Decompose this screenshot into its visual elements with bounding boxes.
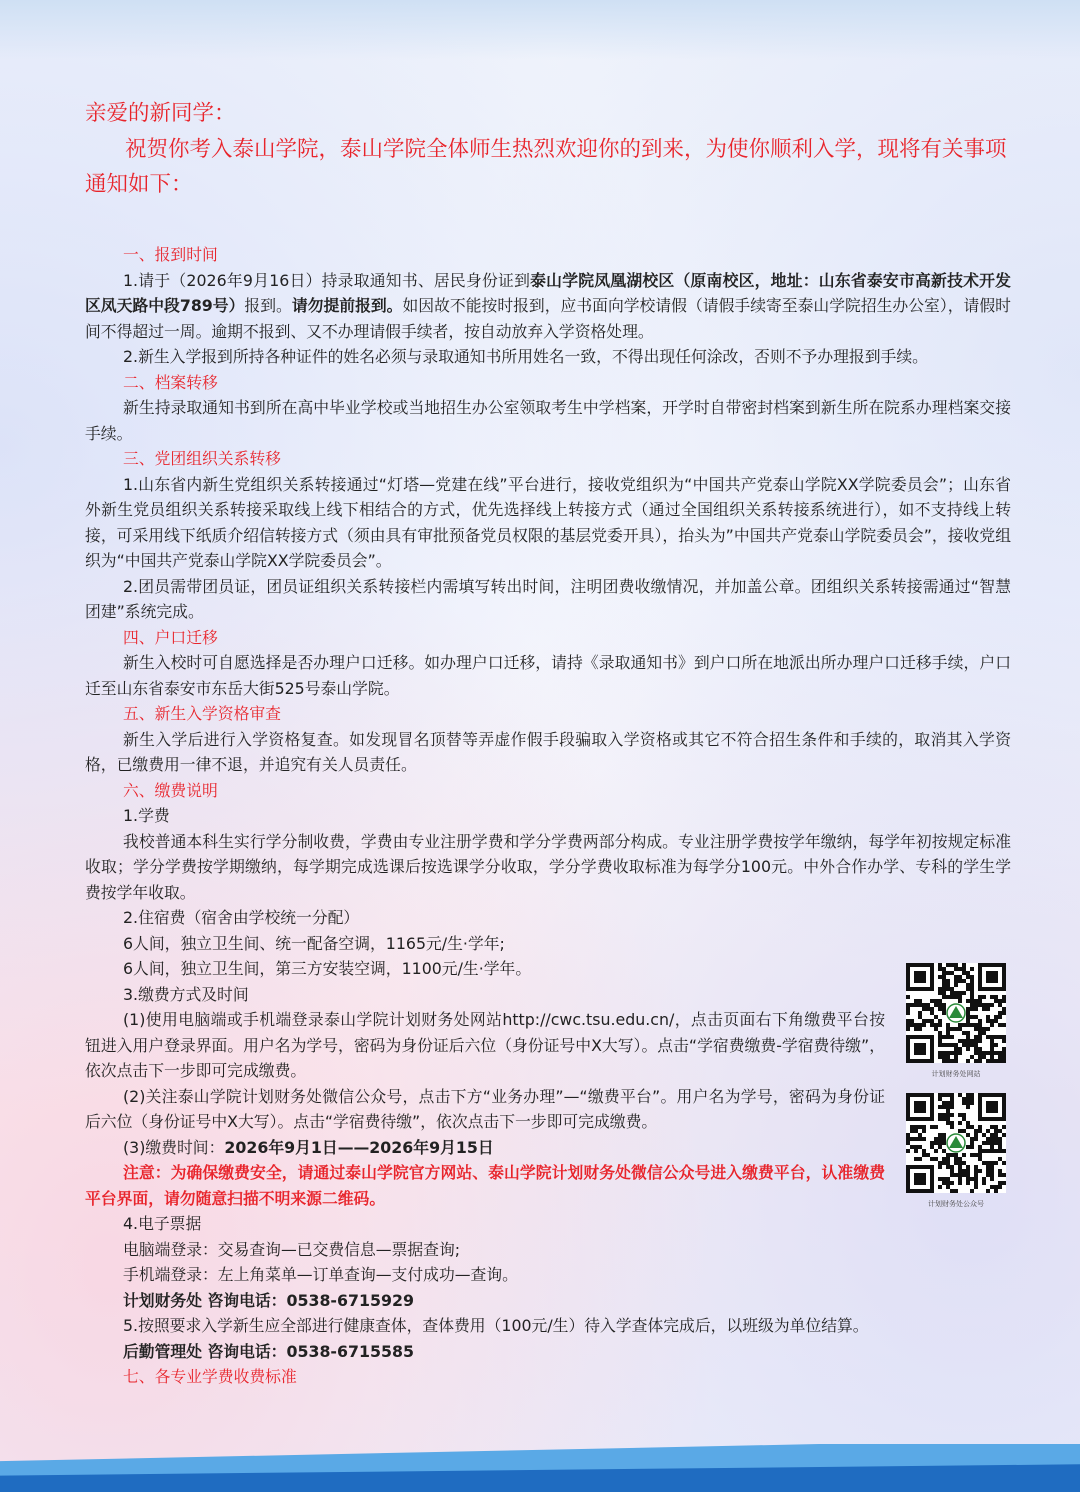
accommodation-heading: 2.住宿费（宿舍由学校统一分配） bbox=[123, 908, 360, 927]
section-5-para-1: 新生入学后进行入学资格复查。如发现冒名顶替等弄虚作假手段骗取入学资格或其它不符合招生条件和手续的，取消其入学资格，已缴费用一律不退，并追究有关人员责任。 bbox=[85, 729, 1011, 774]
e-receipt-pc: 电脑端登录：交易查询—已交费信息—票据查询; bbox=[123, 1239, 461, 1259]
section-4-para-1: 新生入校时可自愿选择是否办理户口迁移。如办理户口迁移，请持《录取通知书》到户口所在地派出所办理户口迁移手续，户口迁至山东省泰安市东岳大街525号泰山学院。 bbox=[85, 653, 1011, 698]
no-early-report: 请勿提前报到。 bbox=[291, 296, 403, 315]
health-check-para: 5.按照要求入学新生应全部进行健康查体，查体费用（100元/生）待入学查体完成后，以班级为单位结算。 bbox=[123, 1316, 869, 1335]
payment-method-heading: 3.缴费方式及时间 bbox=[123, 984, 249, 1004]
section-1-para-1: 1.请于（2026年9月16日）持录取通知书、居民身份证到泰山学院凤凰湖校区（原南校区，地址：山东省泰安市高新技术开发区凤天路中段789号）报到。请勿提前报到。如因故不能按时报到，应书面向学校请假（请假手续寄至泰山学院招生办公室），请假时间不得超过一周。逾期不报到、又不办理请假手续者，按自动放弃入学资格处理。 bbox=[85, 270, 1011, 341]
payment-date-range: 2026年9月1日——2026年9月15日 bbox=[224, 1137, 494, 1157]
bottom-decor-band bbox=[0, 1444, 1080, 1492]
payment-time: (3)缴费时间：2026年9月1日——2026年9月15日 bbox=[123, 1137, 494, 1157]
qr-finance-website[interactable] bbox=[904, 963, 1008, 1079]
section-1-title: 一、报到时间 bbox=[123, 245, 218, 264]
tuition-para: 我校普通本科生实行学分制收费，学费由专业注册学费和学分学费两部分构成。专业注册学费按学年缴纳，每学年初按规定标准收取；学分学费按学期缴纳，每学期完成选课后按选课学分收取，学分学费收取标准为每学分100元。中外合作办学、专科的学生学费按学年收取。 bbox=[85, 831, 1011, 902]
campus-address: 泰山学院凤凰湖校区（原南校区，地址：山东省泰安市高新技术开发区凤天路中段789号） bbox=[85, 270, 1011, 315]
section-3-para-1: 1.山东省内新生党组织关系转接通过“灯塔—党建在线”平台进行，接收党组织为“中国共产党泰山学院XX学院委员会”；山东省外新生党员组织关系转接采取线上线下相结合的方式，优先选择线上转接方式（通过全国组织关系转接系统进行），如不支持线上转接，可采用线下纸质介绍信转接方式（须由具有审批预备党员权限的基层党委开具），抬头为”中国共产党泰山学院委员会”，接收党组织为“中国共产党泰山学院XX学院委员会”。 bbox=[85, 474, 1011, 570]
tuition-heading: 1.学费 bbox=[123, 806, 170, 825]
section-7-title: 七、各专业学费收费标准 bbox=[123, 1367, 297, 1386]
qr-finance-wechat-caption: 计划财务处公众号 bbox=[928, 1200, 984, 1208]
finance-contact: 计划财务处 咨询电话：0538-6715929 bbox=[123, 1290, 414, 1310]
qr-finance-website-caption: 计划财务处网站 bbox=[931, 1070, 981, 1078]
section-4-title: 四、户口迁移 bbox=[123, 627, 218, 647]
e-receipt-heading: 4.电子票据 bbox=[123, 1214, 202, 1233]
section-1-para-2: 2.新生入学报到所持各种证件的姓名必须与录取通知书所用姓名一致，不得出现任何涂改，否则不予办理报到手续。 bbox=[123, 347, 928, 366]
top-decor-band bbox=[0, 0, 1080, 60]
section-2-para-1: 新生持录取通知书到所在高中毕业学校或当地招生办公室领取考生中学档案，开学时自带密封档案到新生所在院系办理档案交接手续。 bbox=[85, 398, 1011, 443]
e-receipt-mobile: 手机端登录：左上角菜单—订单查询—支付成功—查询。 bbox=[123, 1265, 518, 1284]
section-3-para-2: 2.团员需带团员证，团员证组织关系转接栏内需填写转出时间，注明团费收缴情况，并加盖公章。团组织关系转接需通过“智慧团建”系统完成。 bbox=[85, 576, 1011, 621]
payment-method-wechat: (2)关注泰山学院计划财务处微信公众号，点击下方“业务办理”—“缴费平台”。用户名为学号，密码为身份证后六位（身份证号中X大写）。点击“学宿费待缴”，依次点击下一步即可完成缴费。 bbox=[85, 1086, 885, 1131]
notice-content bbox=[85, 242, 1011, 1390]
section-6-title: 六、缴费说明 bbox=[123, 780, 218, 800]
payment-safety-notice: 注意：为确保缴费安全，请通过泰山学院官方网站、泰山学院计划财务处微信公众号进入缴费平台，认准缴费平台界面，请勿随意扫描不明来源二维码。 bbox=[85, 1163, 885, 1208]
section-5-title: 五、新生入学资格审查 bbox=[123, 704, 281, 723]
section-2-title: 二、档案转移 bbox=[123, 372, 218, 392]
section-3-title: 三、党团组织关系转移 bbox=[123, 449, 281, 468]
accommodation-option-2: 6人间，独立卫生间，第三方安装空调，1100元/生·学年。 bbox=[123, 959, 532, 978]
accommodation-option-1: 6人间，独立卫生间、统一配备空调，1165元/生·学年; bbox=[123, 933, 505, 953]
qr-finance-wechat[interactable] bbox=[904, 1093, 1008, 1209]
logistics-contact: 后勤管理处 咨询电话：0538-6715585 bbox=[123, 1341, 414, 1361]
payment-method-web: (1)使用电脑端或手机端登录泰山学院计划财务处网站http://cwc.tsu.edu.cn/，点击页面右下角缴费平台按钮进入用户登录界面。用户名为学号，密码为身份证后六位（身份证号中X大写）。点击“学宿费缴费-学宿费待缴”，依次点击下一步即可完成缴费。 bbox=[85, 1010, 885, 1080]
qr-code-icon bbox=[906, 963, 1006, 1063]
greeting-intro: 祝贺你考入泰山学院，泰山学院全体师生热烈欢迎你的到来，为使你顺利入学，现将有关事项通知如下： bbox=[85, 137, 1007, 197]
qr-code-icon bbox=[906, 1093, 1006, 1193]
greeting-heading: 亲爱的新同学： bbox=[85, 101, 236, 126]
